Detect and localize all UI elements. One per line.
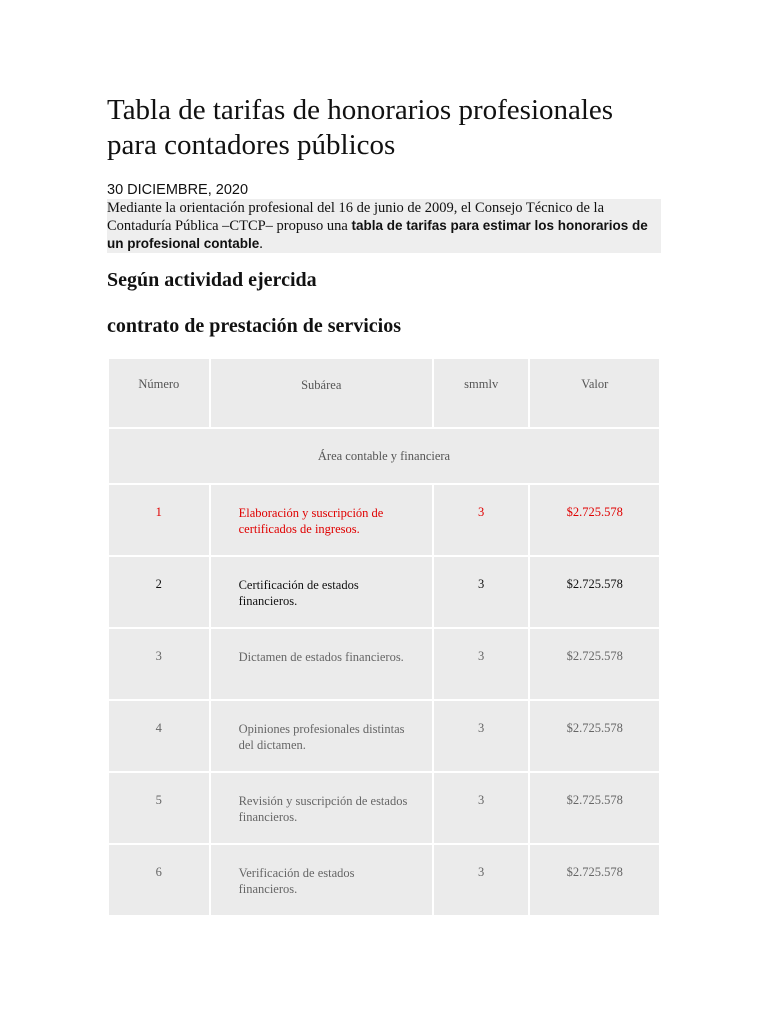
intro-paragraph: [107, 199, 661, 253]
cell-smmlv: 3: [433, 772, 530, 844]
table-header-row: [108, 358, 660, 428]
cell-smmlv: 3: [433, 844, 530, 916]
table-row: [108, 484, 660, 556]
cell-numero: 2: [108, 556, 210, 628]
header-valor: Valor: [529, 358, 660, 428]
cell-valor: $2.725.578: [529, 556, 660, 628]
header-smmlv: smmlv: [433, 358, 530, 428]
intro-end: .: [259, 236, 263, 252]
cell-smmlv: 3: [433, 556, 530, 628]
table-row: [108, 700, 660, 772]
intro-bold-text: tabla de tarifas para estimar los honorarios de un profesional contable: [107, 218, 648, 251]
cell-subarea: Elaboración y suscripción de certificados de ingresos.: [210, 484, 433, 556]
table-row: [108, 772, 660, 844]
header-subarea: Subárea: [210, 358, 433, 428]
article-date: 30 DICIEMBRE, 2020: [107, 182, 249, 198]
cell-valor: $2.725.578: [529, 484, 660, 556]
cell-subarea: Certificación de estados financieros.: [210, 556, 433, 628]
table-row: [108, 628, 660, 700]
table-group-row: [108, 428, 660, 484]
heading-contract: contrato de prestación de servicios: [107, 315, 402, 337]
cell-subarea: Dictamen de estados financieros.: [210, 628, 433, 700]
table-row: [108, 556, 660, 628]
cell-numero: 5: [108, 772, 210, 844]
table-row: [108, 844, 660, 916]
cell-subarea: Opiniones profesionales distintas del dictamen.: [210, 700, 433, 772]
cell-subarea: Verificación de estados financieros.: [210, 844, 433, 916]
cell-smmlv: 3: [433, 484, 530, 556]
cell-numero: 3: [108, 628, 210, 700]
cell-valor: $2.725.578: [529, 844, 660, 916]
heading-activity: Según actividad ejercida: [107, 269, 317, 291]
cell-subarea: Revisión y suscripción de estados financieros.: [210, 772, 433, 844]
cell-valor: $2.725.578: [529, 700, 660, 772]
cell-smmlv: 3: [433, 628, 530, 700]
article-title: Tabla de tarifas de honorarios profesionales para contadores públicos: [107, 94, 614, 161]
cell-smmlv: 3: [433, 700, 530, 772]
fees-table: [107, 357, 661, 917]
cell-numero: 4: [108, 700, 210, 772]
cell-numero: 6: [108, 844, 210, 916]
intro-text: Mediante la orientación profesional del 16 de junio de 2009, el Consejo Técnico de la Contaduría Pública –CTCP– propuso una: [107, 200, 605, 234]
cell-numero: 1: [108, 484, 210, 556]
header-numero: Número: [108, 358, 210, 428]
cell-valor: $2.725.578: [529, 628, 660, 700]
cell-valor: $2.725.578: [529, 772, 660, 844]
group-label: Área contable y financiera: [108, 428, 660, 484]
